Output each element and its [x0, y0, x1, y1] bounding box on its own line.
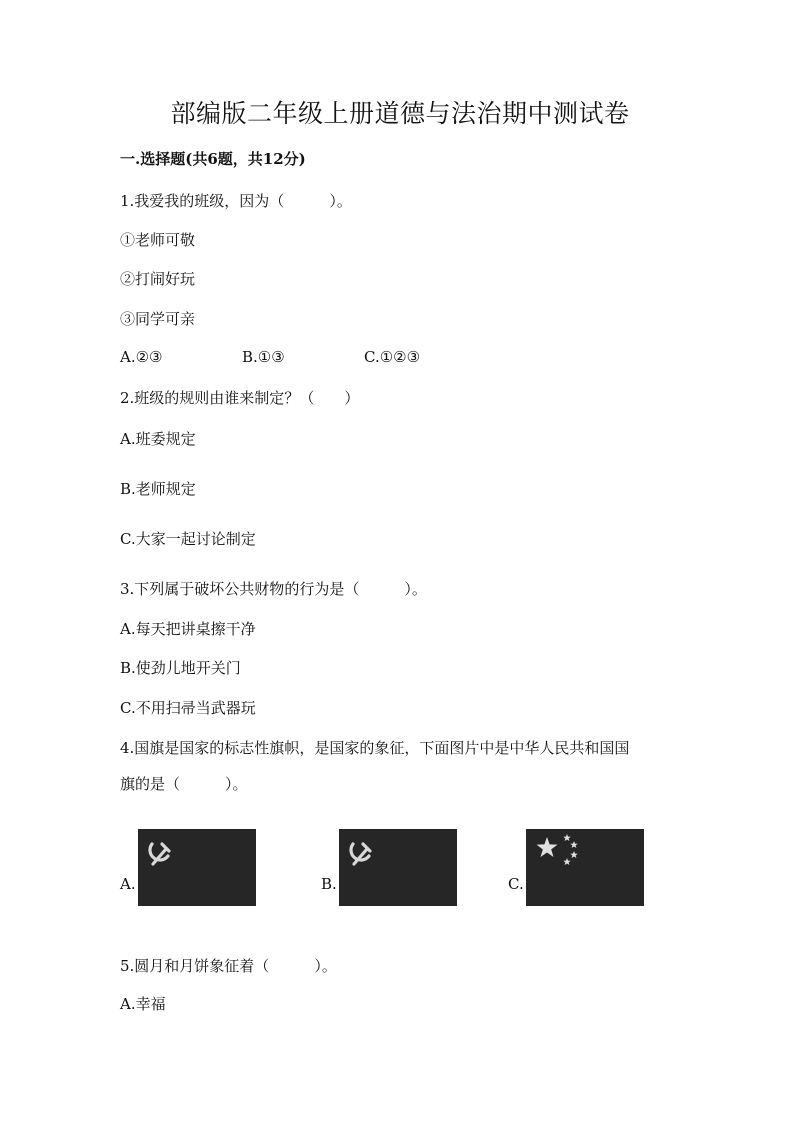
- question-3-option-a[interactable]: A.每天把讲桌擦干净: [120, 620, 256, 638]
- question-1-option-c[interactable]: C.①②③: [364, 348, 421, 366]
- question-4-stem-line-1: 4.国旗是国家的标志性旗帜，是国家的象征，下面图片中是中华人民共和国国: [120, 739, 630, 757]
- question-4-option-a-label[interactable]: A.: [120, 875, 136, 893]
- hammer-sickle-icon: [138, 829, 256, 906]
- hammer-sickle-flag-icon[interactable]: [138, 829, 256, 906]
- question-5-option-a[interactable]: A.幸福: [120, 995, 166, 1013]
- question-1-option-a[interactable]: A.②③: [120, 348, 163, 366]
- five-star-flag-icon[interactable]: [526, 829, 644, 906]
- question-4-stem-line-2: 旗的是（ ）。: [120, 775, 248, 793]
- question-1-item-2: ②打闹好玩: [120, 270, 196, 288]
- question-1-item-1: ①老师可敬: [120, 231, 196, 249]
- question-3-option-b[interactable]: B.使劲儿地开关门: [120, 659, 241, 677]
- question-1-stem: 1.我爱我的班级，因为（ ）。: [120, 192, 352, 210]
- question-4-option-b-label[interactable]: B.: [321, 875, 337, 893]
- question-4-option-c-label[interactable]: C.: [508, 875, 524, 893]
- question-1-item-3: ③同学可亲: [120, 310, 196, 328]
- section-heading: 一.选择题(共6题，共12分): [120, 150, 306, 168]
- question-2-option-c[interactable]: C.大家一起讨论制定: [120, 530, 256, 548]
- question-5-stem: 5.圆月和月饼象征着（ ）。: [120, 957, 337, 975]
- hammer-sickle-icon: [339, 829, 457, 906]
- question-2-option-b[interactable]: B.老师规定: [120, 480, 196, 498]
- page-title: 部编版二年级上册道德与法治期中测试卷: [170, 99, 630, 128]
- question-2-option-a[interactable]: A.班委规定: [120, 430, 196, 448]
- question-3-option-c[interactable]: C.不用扫帚当武器玩: [120, 699, 256, 717]
- question-1-option-b[interactable]: B.①③: [242, 348, 285, 366]
- question-3-stem: 3.下列属于破坏公共财物的行为是（ ）。: [120, 580, 427, 598]
- question-2-stem: 2.班级的规则由谁来制定？（ ）: [120, 389, 360, 407]
- hammer-sickle-flag-icon[interactable]: [339, 829, 457, 906]
- five-stars-icon: [526, 829, 644, 906]
